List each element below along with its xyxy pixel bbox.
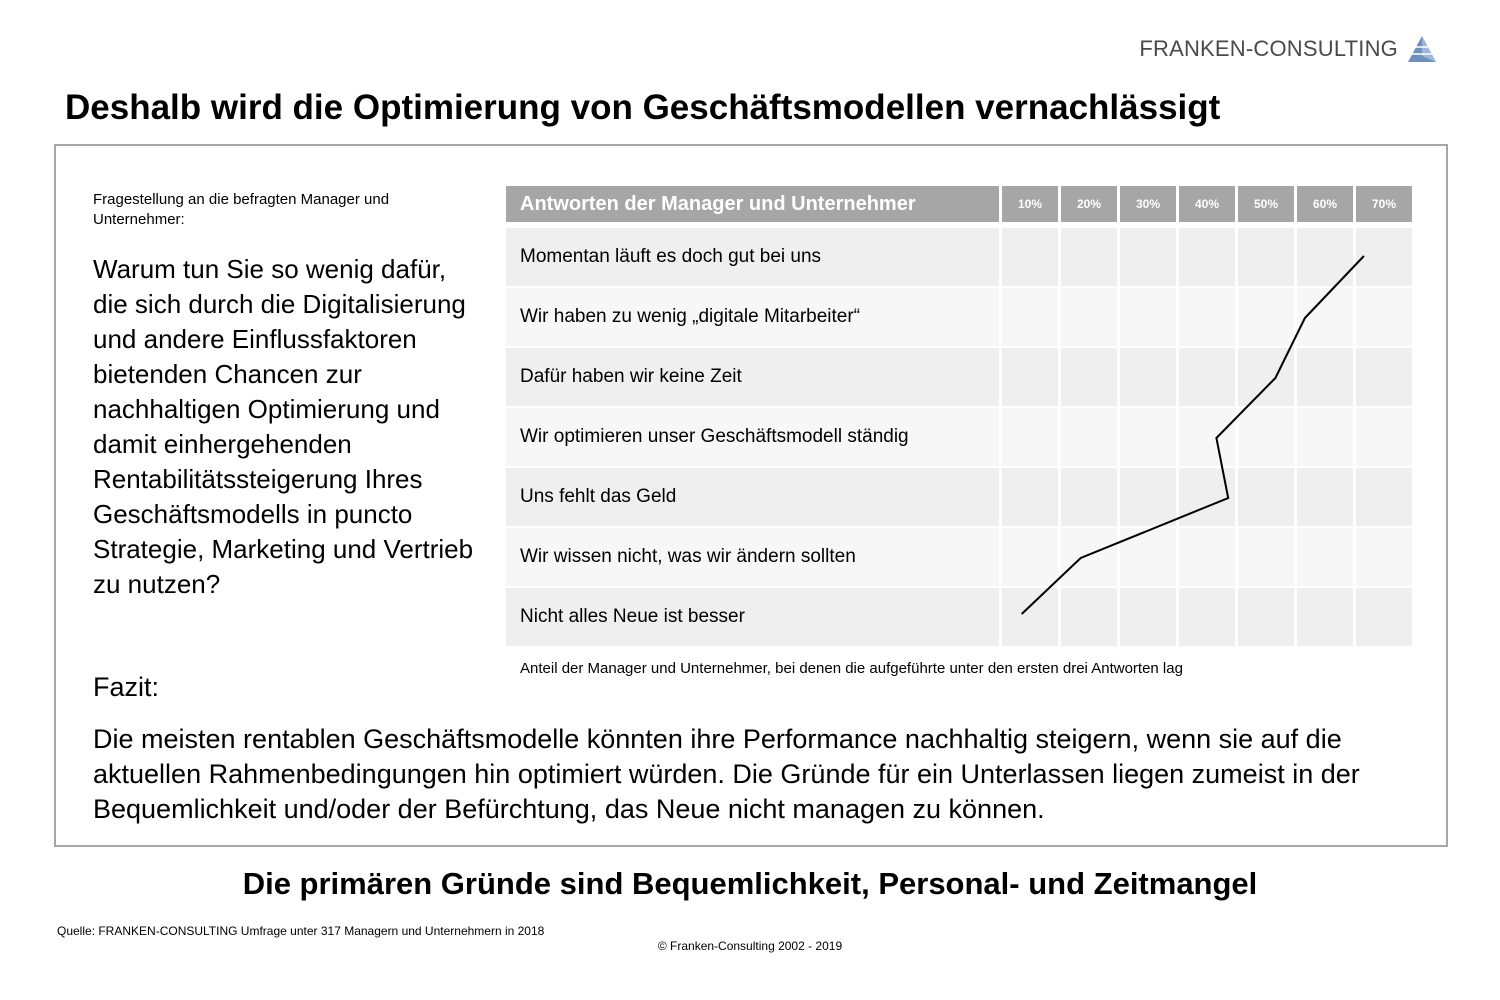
category-label: Wir optimieren unser Geschäftsmodell ständig bbox=[506, 408, 999, 466]
category-label: Wir wissen nicht, was wir ändern sollten bbox=[506, 528, 999, 586]
content-frame bbox=[54, 144, 1448, 847]
category-label: Dafür haben wir keine Zeit bbox=[506, 348, 999, 406]
question-text: Warum tun Sie so wenig dafür, die sich durch die Digitalisierung und andere Einflussfaktoren bietenden Chancen zur nachhaltigen Optimierung und damit einhergehenden Rentabilitätssteigerung Ihres Geschäftsmodells in puncto Strategie, Marketing und Vertrieb zu nutzen? bbox=[93, 254, 474, 599]
x-tick-label: 10% bbox=[1002, 186, 1058, 222]
category-label: Wir haben zu wenig „digitale Mitarbeiter“ bbox=[506, 288, 999, 346]
question-caption: Fragestellung an die befragten Manager und Unternehmer: bbox=[93, 191, 390, 228]
chart-header-title: Antworten der Manager und Unternehmer bbox=[506, 186, 999, 222]
brand bbox=[1139, 34, 1438, 64]
fazit-label: Fazit: bbox=[93, 672, 160, 702]
category-label: Uns fehlt das Geld bbox=[506, 468, 999, 526]
x-tick-label: 30% bbox=[1120, 186, 1176, 222]
series-line bbox=[1022, 256, 1364, 614]
category-label: Momentan läuft es doch gut bei uns bbox=[506, 228, 999, 286]
copyright-note: © Franken-Consulting 2002 - 2019 bbox=[657, 939, 843, 953]
category-label: Nicht alles Neue ist besser bbox=[506, 588, 999, 646]
survey-chart bbox=[506, 186, 1416, 677]
line-series-svg bbox=[506, 186, 1416, 646]
source-note: Quelle: FRANKEN-CONSULTING Umfrage unter 317 Managern und Unternehmern in 2018 bbox=[57, 924, 545, 938]
page-title: Deshalb wird die Optimierung von Geschäftsmodellen vernachlässigt bbox=[65, 88, 1221, 127]
x-tick-label: 70% bbox=[1356, 186, 1412, 222]
pyramid-logo-icon bbox=[1406, 34, 1438, 64]
fazit-text: Die meisten rentablen Geschäftsmodelle könnten ihre Performance nachhaltig steigern, wenn sie auf die aktuellen Rahmenbedingungen hin optimiert würden. Die Gründe für ein Unterlassen liegen zumeist in der Bequemlichkeit und/oder der Befürchtung, das Neue nicht managen zu können. bbox=[93, 724, 1360, 824]
chart-note: Anteil der Manager und Unternehmer, bei denen die aufgeführte unter den ersten drei Antworten lag bbox=[520, 660, 1183, 677]
x-tick-label: 60% bbox=[1297, 186, 1353, 222]
brand-name: FRANKEN-CONSULTING bbox=[1139, 36, 1398, 61]
conclusion-heading: Die primären Gründe sind Bequemlichkeit, Personal- und Zeitmangel bbox=[242, 866, 1258, 901]
x-tick-label: 50% bbox=[1238, 186, 1294, 222]
x-tick-label: 20% bbox=[1061, 186, 1117, 222]
x-tick-label: 40% bbox=[1179, 186, 1235, 222]
